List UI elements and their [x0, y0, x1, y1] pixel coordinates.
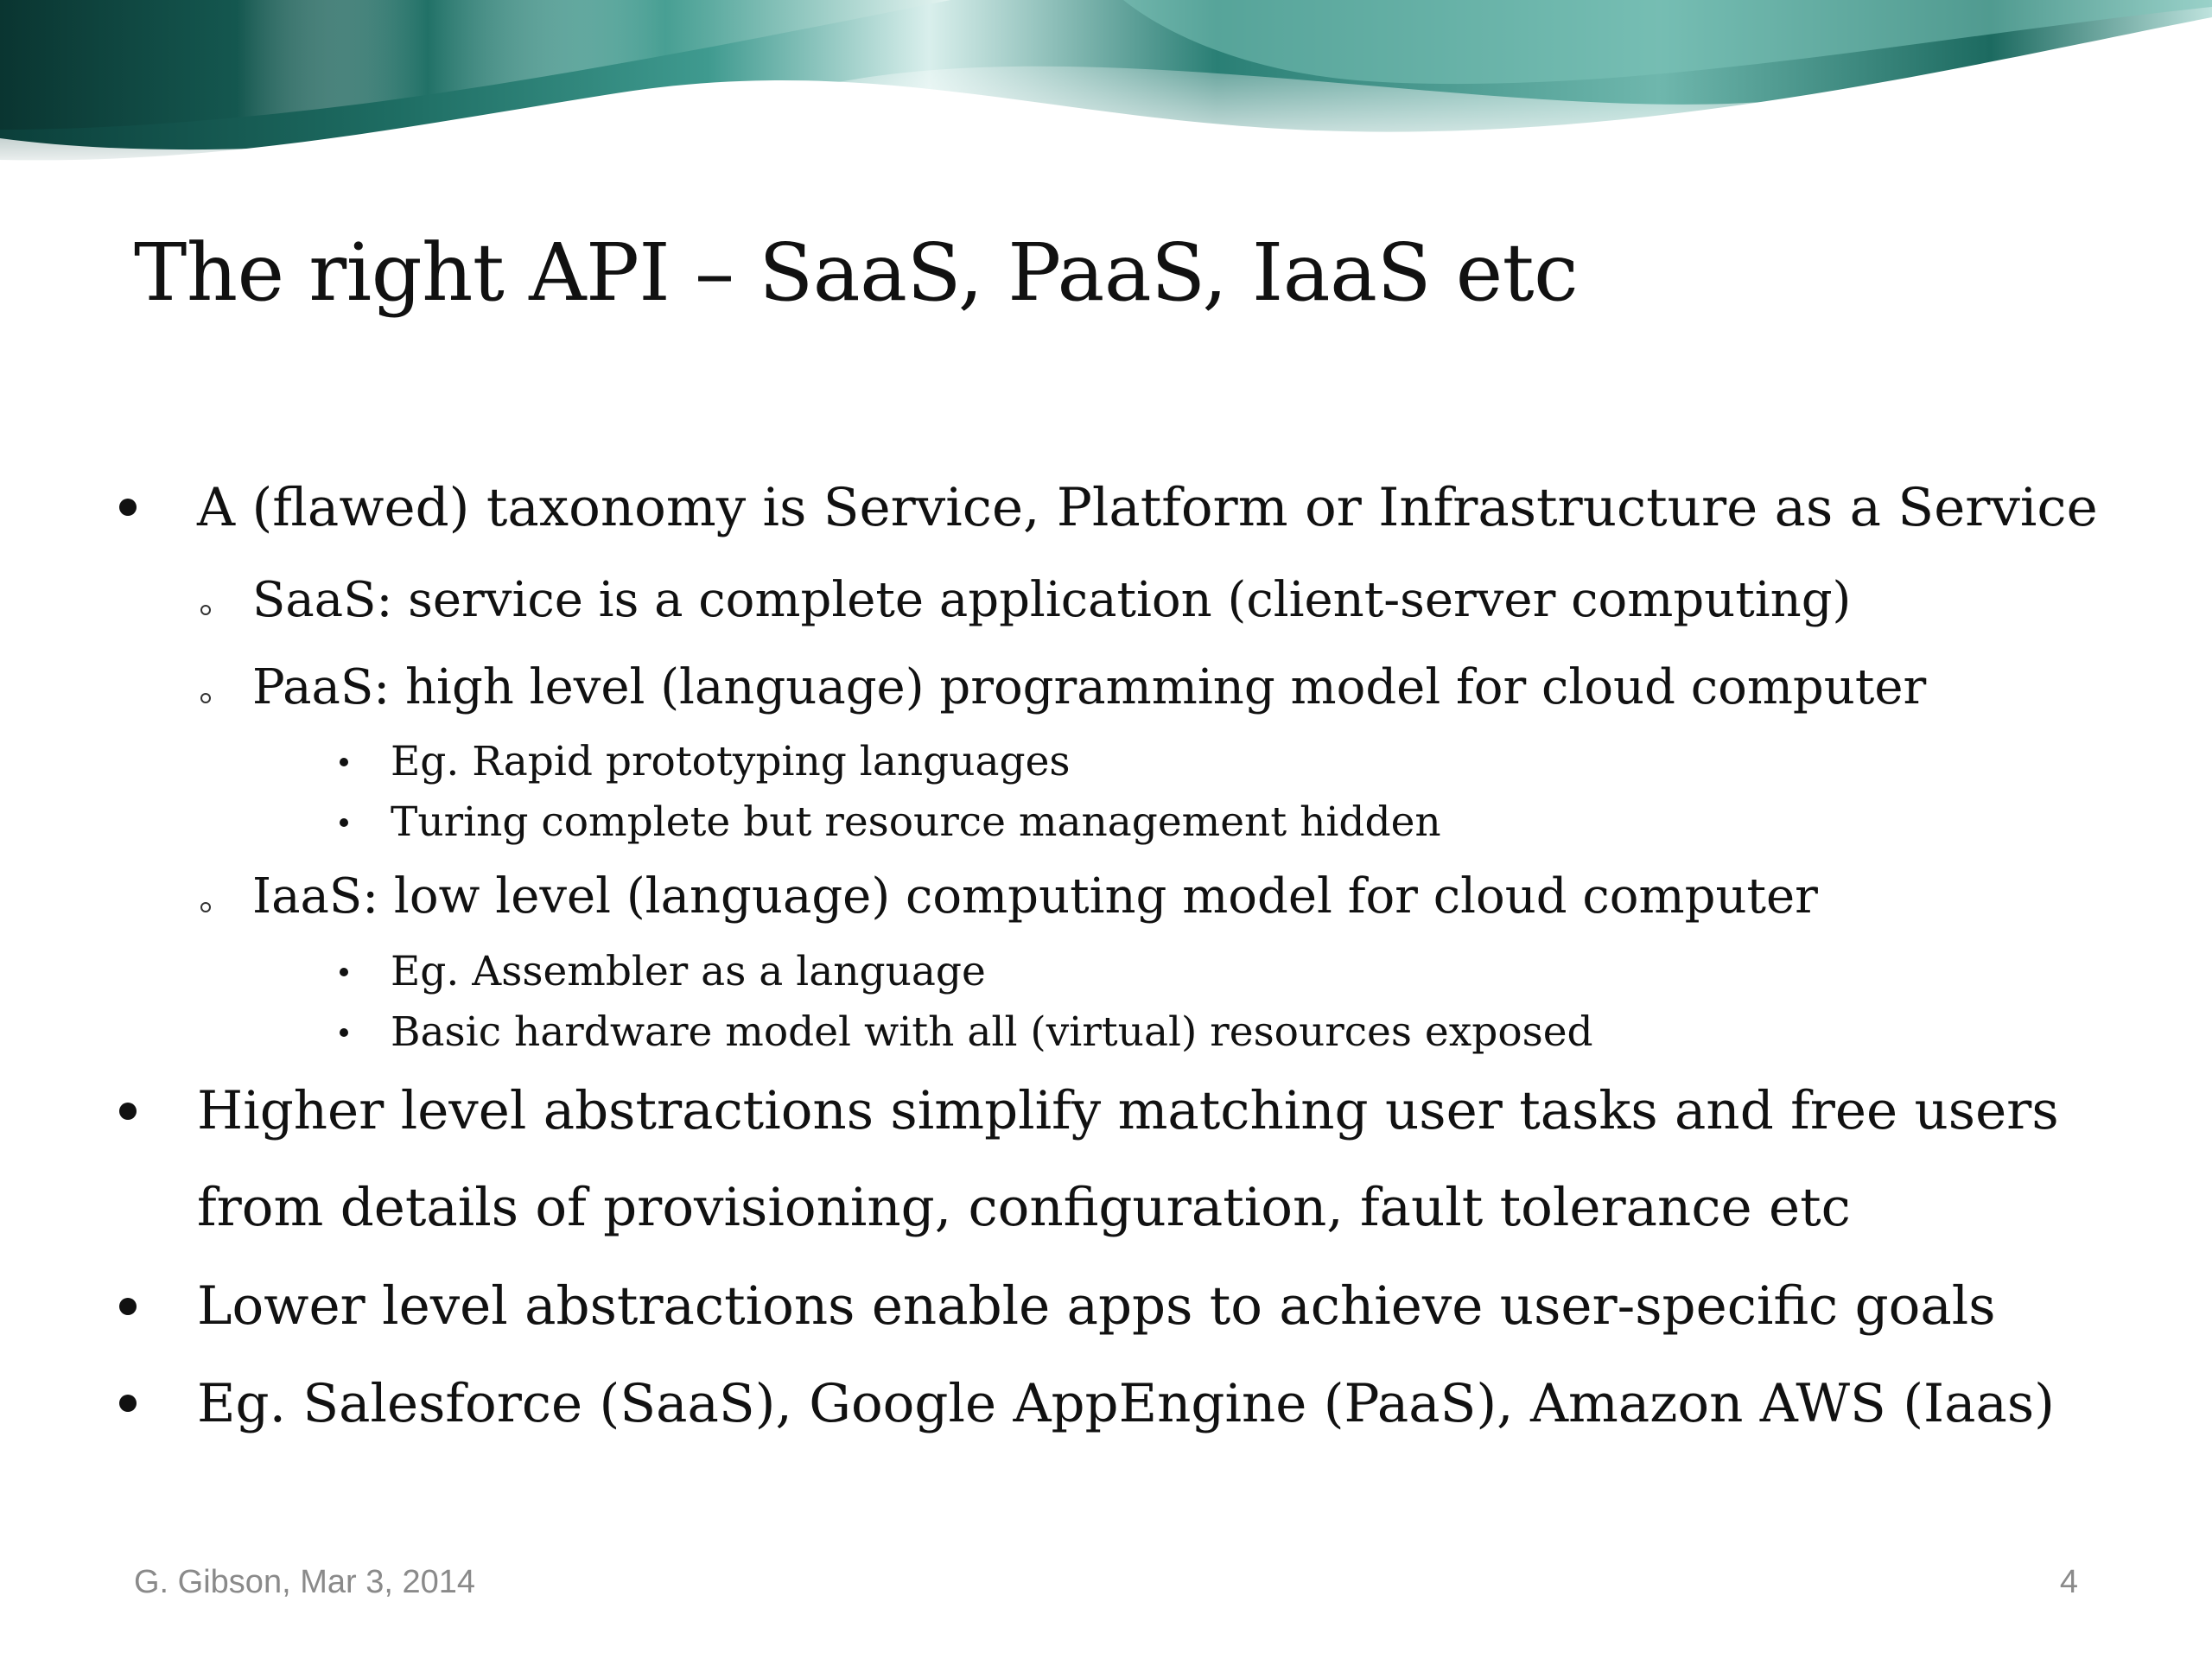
- sub-sub-bullet-dot: [340, 758, 348, 766]
- bullet-dot: [119, 1103, 137, 1120]
- sub-bullet-ring: [200, 693, 211, 703]
- sub-bullet-ring: [200, 902, 211, 912]
- bullet-dot: [119, 1395, 137, 1412]
- bullet-text: Eg. Salesforce (SaaS), Google AppEngine (PaaS), Amazon AWS (Iaas): [197, 1373, 2055, 1434]
- slide-title: The right API – SaaS, PaaS, IaaS etc: [134, 226, 1579, 319]
- sub-sub-bullet-text: Basic hardware model with all (virtual) resources exposed: [391, 1008, 1593, 1056]
- sub-bullet-text: IaaS: low level (language) computing model for cloud computer: [252, 868, 1818, 925]
- sub-bullet-text: PaaS: high level (language) programming model for cloud computer: [252, 659, 1927, 715]
- sub-sub-bullet-text: Turing complete but resource management hidden: [391, 798, 1441, 846]
- page-number: 4: [2059, 1564, 2078, 1600]
- sub-sub-bullet-text: Eg. Rapid prototyping languages: [391, 738, 1071, 785]
- sub-bullet-text: SaaS: service is a complete application (client-server computing): [252, 572, 1852, 628]
- footer-author-date: G. Gibson, Mar 3, 2014: [134, 1564, 475, 1600]
- sub-bullet-ring: [200, 605, 211, 615]
- bullet-text-line: Higher level abstractions simplify matching user tasks and free users: [197, 1080, 2059, 1141]
- bullet-text-line: from details of provisioning, configuration, fault tolerance etc: [197, 1177, 1851, 1238]
- sub-sub-bullet-dot: [340, 968, 348, 976]
- bullet-text: A (flawed) taxonomy is Service, Platform or Infrastructure as a Service: [197, 477, 2098, 538]
- sub-sub-bullet-dot: [340, 818, 348, 827]
- sub-sub-bullet-dot: [340, 1028, 348, 1037]
- bullet-dot: [119, 1298, 137, 1315]
- sub-sub-bullet-text: Eg. Assembler as a language: [391, 948, 986, 995]
- bullet-text: Lower level abstractions enable apps to achieve user-specific goals: [197, 1275, 1996, 1337]
- bullet-dot: [119, 499, 137, 516]
